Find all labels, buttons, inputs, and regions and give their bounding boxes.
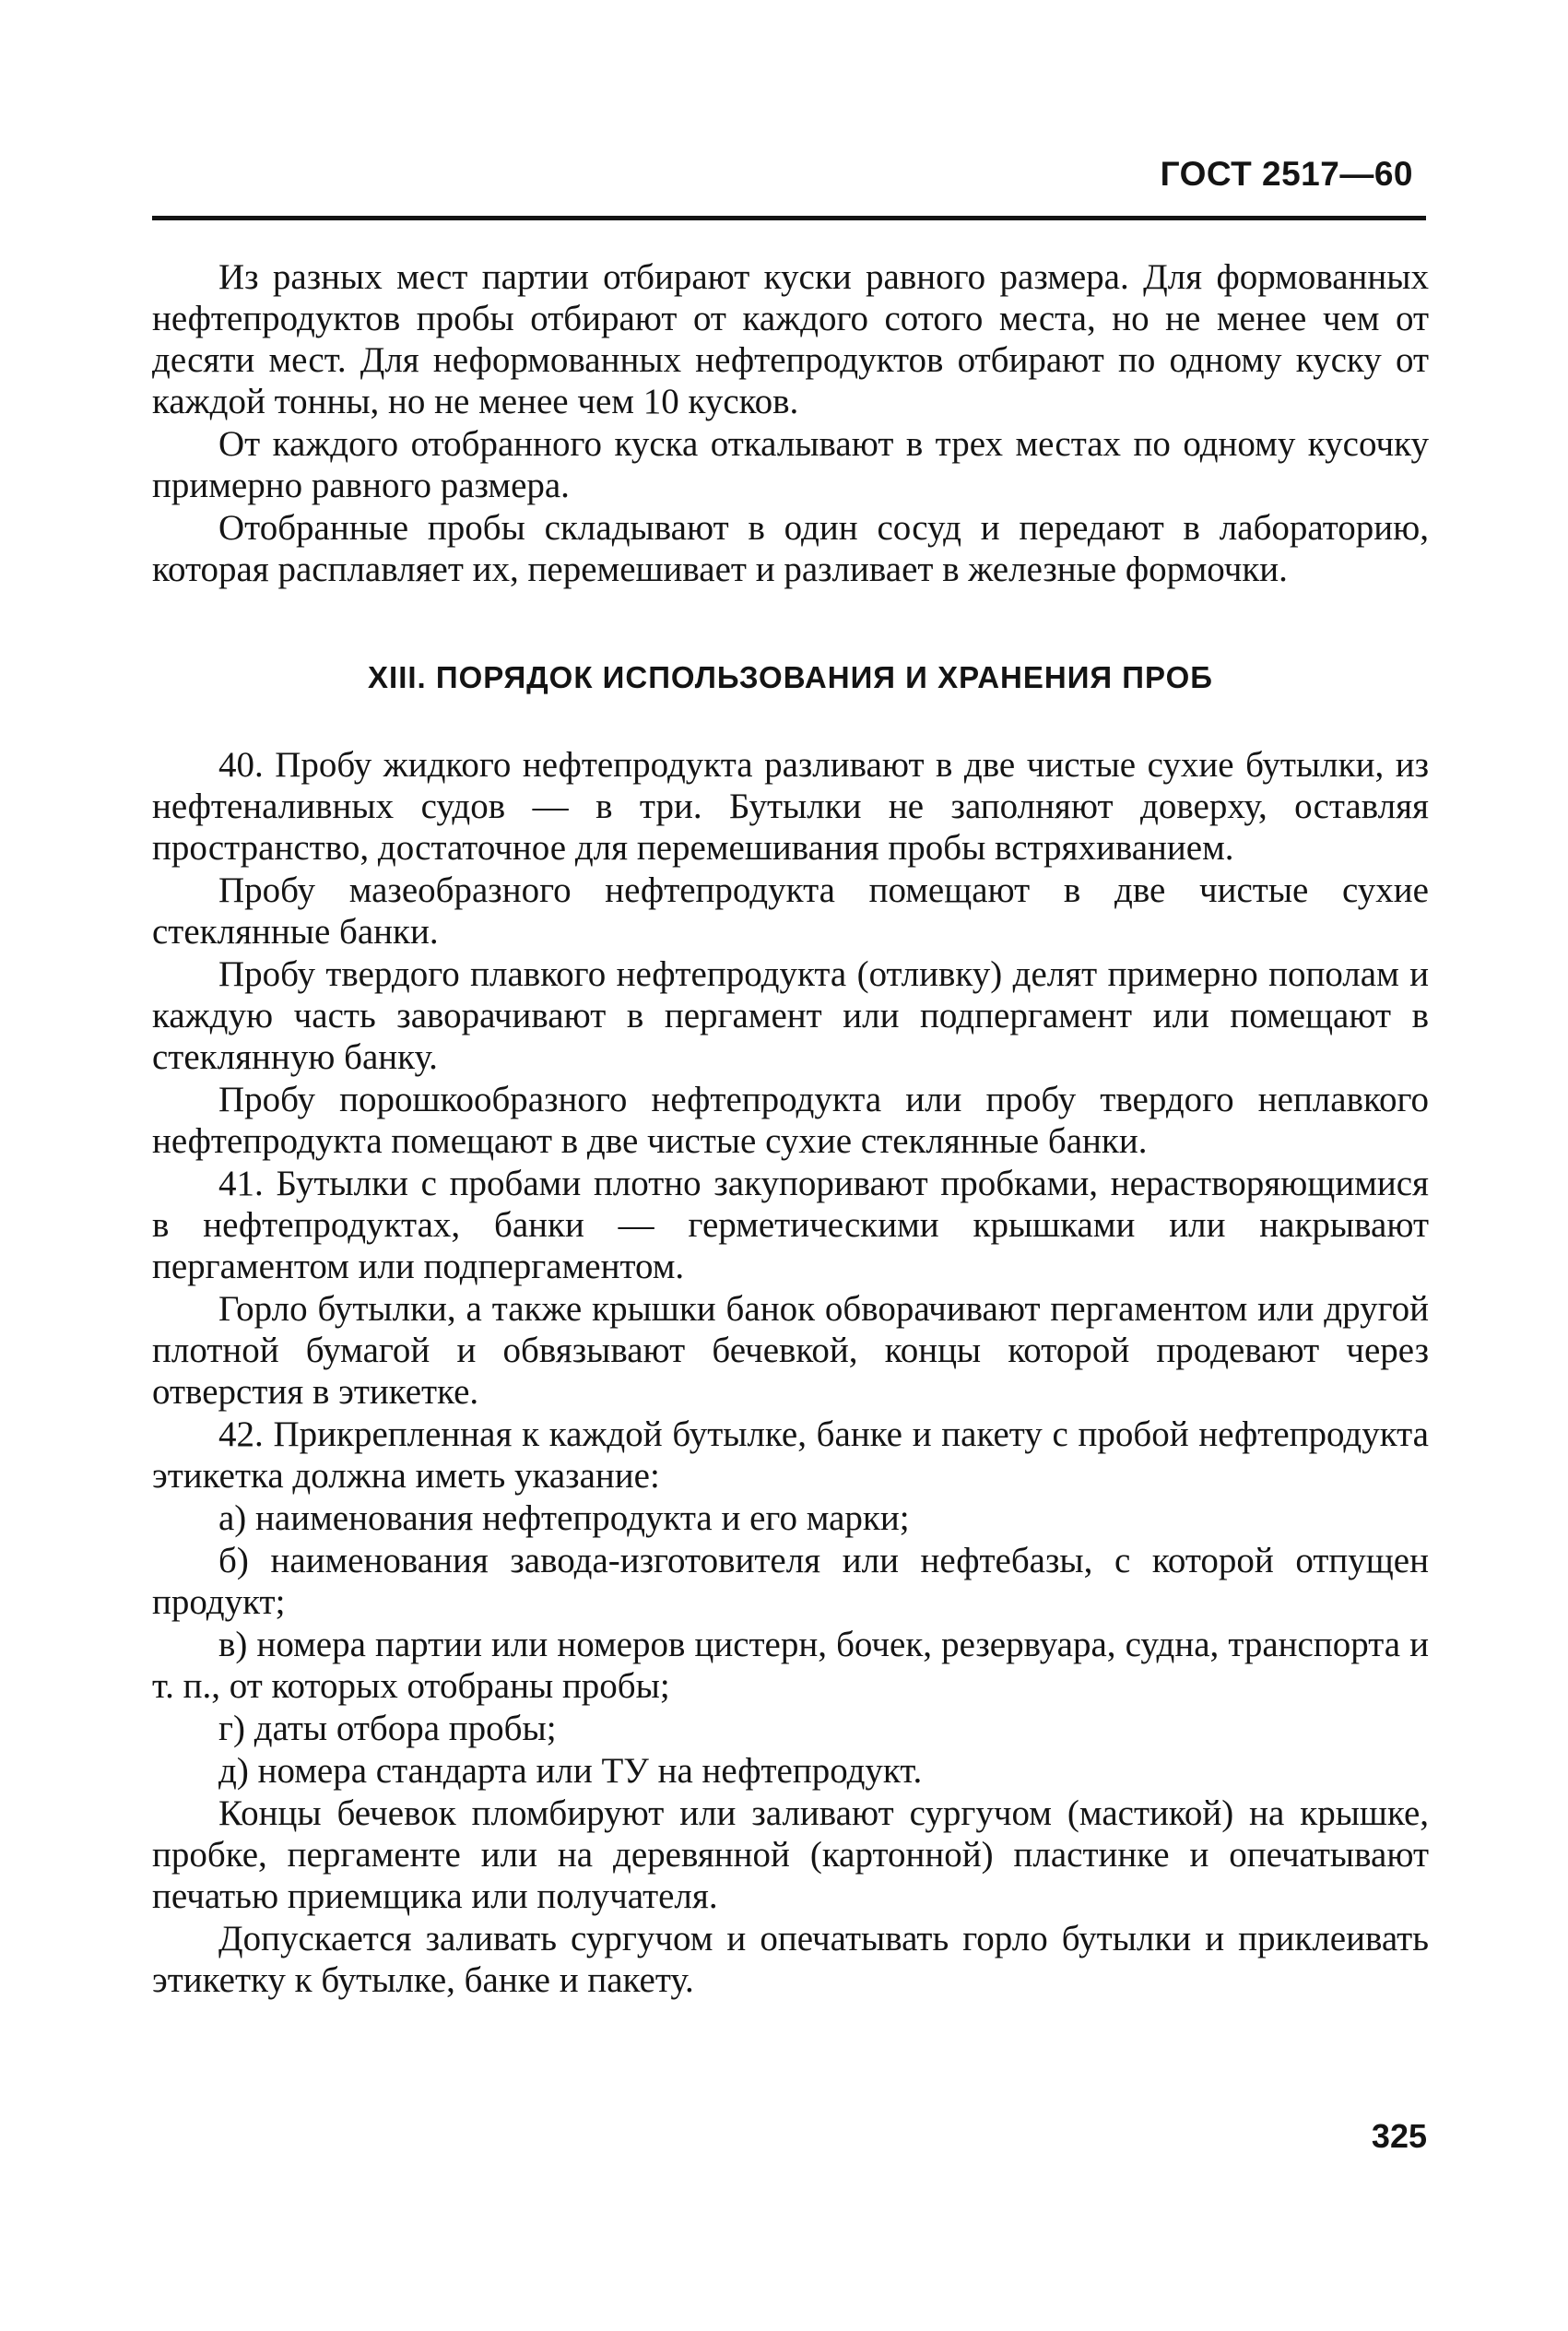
paragraph-allowed: Допускается заливать сургучом и опечатывать горло бутылки и приклеивать этикетку к бутылке, банке и пакету.: [152, 1919, 1429, 2000]
label-item-a: а) наименования нефтепродукта и его марки;: [218, 1498, 910, 1538]
paragraph-wrapping: Горло бутылки, а также крышки банок обворачивают пергаментом или другой плотной бумагой и обвязывают бечевкой, концы которой продевают через отверстия в этикетке.: [152, 1289, 1429, 1412]
label-item-g: г) даты отбора пробы;: [218, 1709, 557, 1748]
clause-41-sealing: 41. Бутылки с пробами плотно закупоривают пробками, нерастворяющимися в нефтепродуктах, банки — герметическими крышками или накрывают пергаментом или подпергаментом.: [152, 1164, 1429, 1286]
header-divider: [152, 216, 1426, 220]
paragraph-laboratory: Отобранные пробы складывают в один сосуд и передают в лабораторию, которая расплавляет их, перемешивает и разливает в железные формочки.: [152, 508, 1429, 589]
clause-40-liquid: 40. Пробу жидкого нефтепродукта разливают в две чистые сухие бутылки, из нефтеналивных судов — в три. Бутылки не заполняют доверху, оставляя пространство, достаточное для перемешивания пробы встряхиванием.: [152, 745, 1429, 868]
paragraph-powder: Пробу порошкообразного нефтепродукта или пробу твердого неплавкого нефтепродукта помещают в две чистые сухие стеклянные банки.: [152, 1080, 1429, 1161]
paragraph-ointment: Пробу мазеобразного нефтепродукта помещают в две чистые сухие стеклянные банки.: [152, 870, 1429, 952]
paragraph-chipping: От каждого отобранного куска откалывают в трех местах по одному кусочку примерно равного размера.: [152, 424, 1429, 505]
label-item-b: б) наименования завода-изготовителя или нефтебазы, с которой отпущен продукт;: [152, 1541, 1429, 1622]
section-heading: XIII. ПОРЯДОК ИСПОЛЬЗОВАНИЯ И ХРАНЕНИЯ ПРОБ: [368, 660, 1213, 694]
page-number: 325: [1371, 2117, 1427, 2155]
label-item-d: д) номера стандарта или ТУ на нефтепродукт.: [218, 1751, 923, 1791]
paragraph-sealing-wax: Концы бечевок пломбируют или заливают сургучом (мастикой) на крышке, пробке, пергаменте или на деревянной (картонной) пластинке и опечатывают печатью приемщика или получателя.: [152, 1793, 1429, 1916]
page-body: [152, 256, 1429, 2002]
label-item-v: в) номера партии или номеров цистерн, бочек, резервуара, судна, транспорта и т. п., от которых отобраны пробы;: [152, 1625, 1429, 1706]
clause-42-label: 42. Прикрепленная к каждой бутылке, банке и пакету с пробой нефтепродукта этикетка должна иметь указание:: [152, 1414, 1429, 1496]
paragraph-sampling-pieces: Из разных мест партии отбирают куски равного размера. Для формованных нефтепродуктов пробы отбирают от каждого сотого места, но не менее чем от десяти мест. Для неформованных нефтепродуктов отбирают по одному куску от каждой тонны, но не менее чем 10 кусков.: [152, 257, 1429, 421]
paragraph-solid-fusible: Пробу твердого плавкого нефтепродукта (отливку) делят примерно пополам и каждую часть заворачивают в пергамент или подпергамент или помещают в стеклянную банку.: [152, 954, 1429, 1077]
document-code: ГОСТ 2517—60: [1160, 155, 1413, 193]
